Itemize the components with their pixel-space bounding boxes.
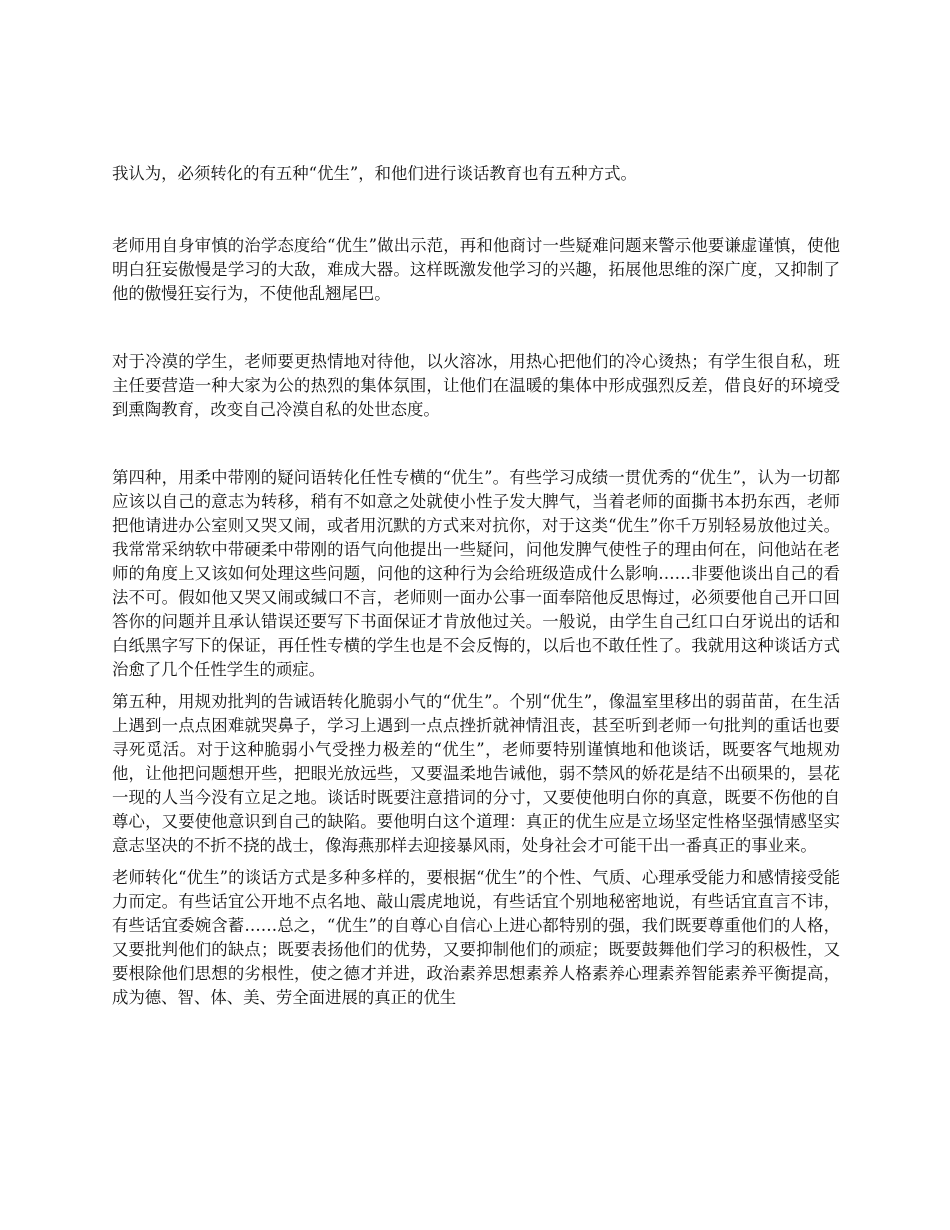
paragraph-arrogant-students: 老师用自身审慎的治学态度给“优生”做出示范，再和他商讨一些疑难问题来警示他要谦虚谨慎，使他明白狂妄傲慢是学习的大敌，难成大器。这样既激发他学习的兴趣，拓展他思维的深广度，又抑制了他的傲慢狂妄行为，不使他乱翘尾巴。: [112, 236, 840, 303]
paragraph-fifth-method: 第五种，用规劝批判的告诫语转化脆弱小气的“优生”。个别“优生”，像温室里移出的弱苗苗，在生活上遇到一点点困难就哭鼻子，学习上遇到一点点挫折就神情沮丧，甚至听到老师一句批判的重话也要寻死觅活。对于这种脆弱小气受挫力极差的“优生”，老师要特别谨慎地和他谈话，既要客气地规劝他，让他把问题想开些，把眼光放远些，又要温柔地告诫他，弱不禁风的娇花是结不出硕果的，昙花一现的人当今没有立足之地。谈话时既要注意措词的分寸，又要使他明白你的真意，既要不伤他的自尊心，又要使他意识到自己的缺陷。要他明白这个道理：真正的优生应是立场坚定性格坚强情感坚实意志坚决的不折不挠的战士，像海燕那样去迎接暴风雨，处身社会才可能干出一番真正的事业来。: [112, 692, 840, 855]
paragraph-conclusion: 老师转化“优生”的谈话方式是多种多样的，要根据“优生”的个性、气质、心理承受能力和感情接受能力而定。有些话宜公开地不点名地、敲山震虎地说，有些话宜个别地秘密地说，有些话宜直言不讳，有些话宜委婉含蓄……总之，“优生”的自尊心自信心上进心都特别的强，我们既要尊重他们的人格，又要批判他们的缺点；既要表扬他们的优势，又要抑制他们的顽症；既要鼓舞他们学习的积极性，又要根除他们思想的劣根性，使之德才并进，政治素养思想素养人格素养心理素养智能素养平衡提高，成为德、智、体、美、劳全面进展的真正的优生: [112, 868, 840, 1007]
paragraph-cold-selfish-students: 对于冷漠的学生，老师要更热情地对待他，以火溶冰，用热心把他们的冷心烫热；有学生很自私，班主任要营造一种大家为公的热烈的集体氛围，让他们在温暖的集体中形成强烈反差，借良好的环境受到熏陶教育，改变自己冷漠自私的处世态度。: [112, 352, 840, 419]
paragraph-fourth-method: 第四种，用柔中带刚的疑问语转化任性专横的“优生”。有些学习成绩一贯优秀的“优生”，认为一切都应该以自己的意志为转移，稍有不如意之处就使小性子发大脾气，当着老师的面撕书本扔东西，老师把他请进办公室则又哭又闹，或者用沉默的方式来对抗你，对于这类“优生”你千万别轻易放他过关。我常常采纳软中带硬柔中带刚的语气向他提出一些疑问，问他发脾气使性子的理由何在，问他站在老师的角度上又该如何处理这些问题，问他的这种行为会给班级造成什么影响……非要他谈出自己的看法不可。假如他又哭又闹或缄口不言，老师则一面办公事一面奉陪他反思悔过，必须要他自己开口回答你的问题并且承认错误还要写下书面保证才肯放他过关。一般说，由学生自己红口白牙说出的话和白纸黑字写下的保证，再任性专横的学生也是不会反悔的，以后也不敢任性了。我就用这种谈话方式治愈了几个任性学生的顽症。: [112, 468, 840, 679]
paragraph-intro: 我认为，必须转化的有五种“优生”，和他们进行谈话教育也有五种方式。: [112, 164, 637, 183]
